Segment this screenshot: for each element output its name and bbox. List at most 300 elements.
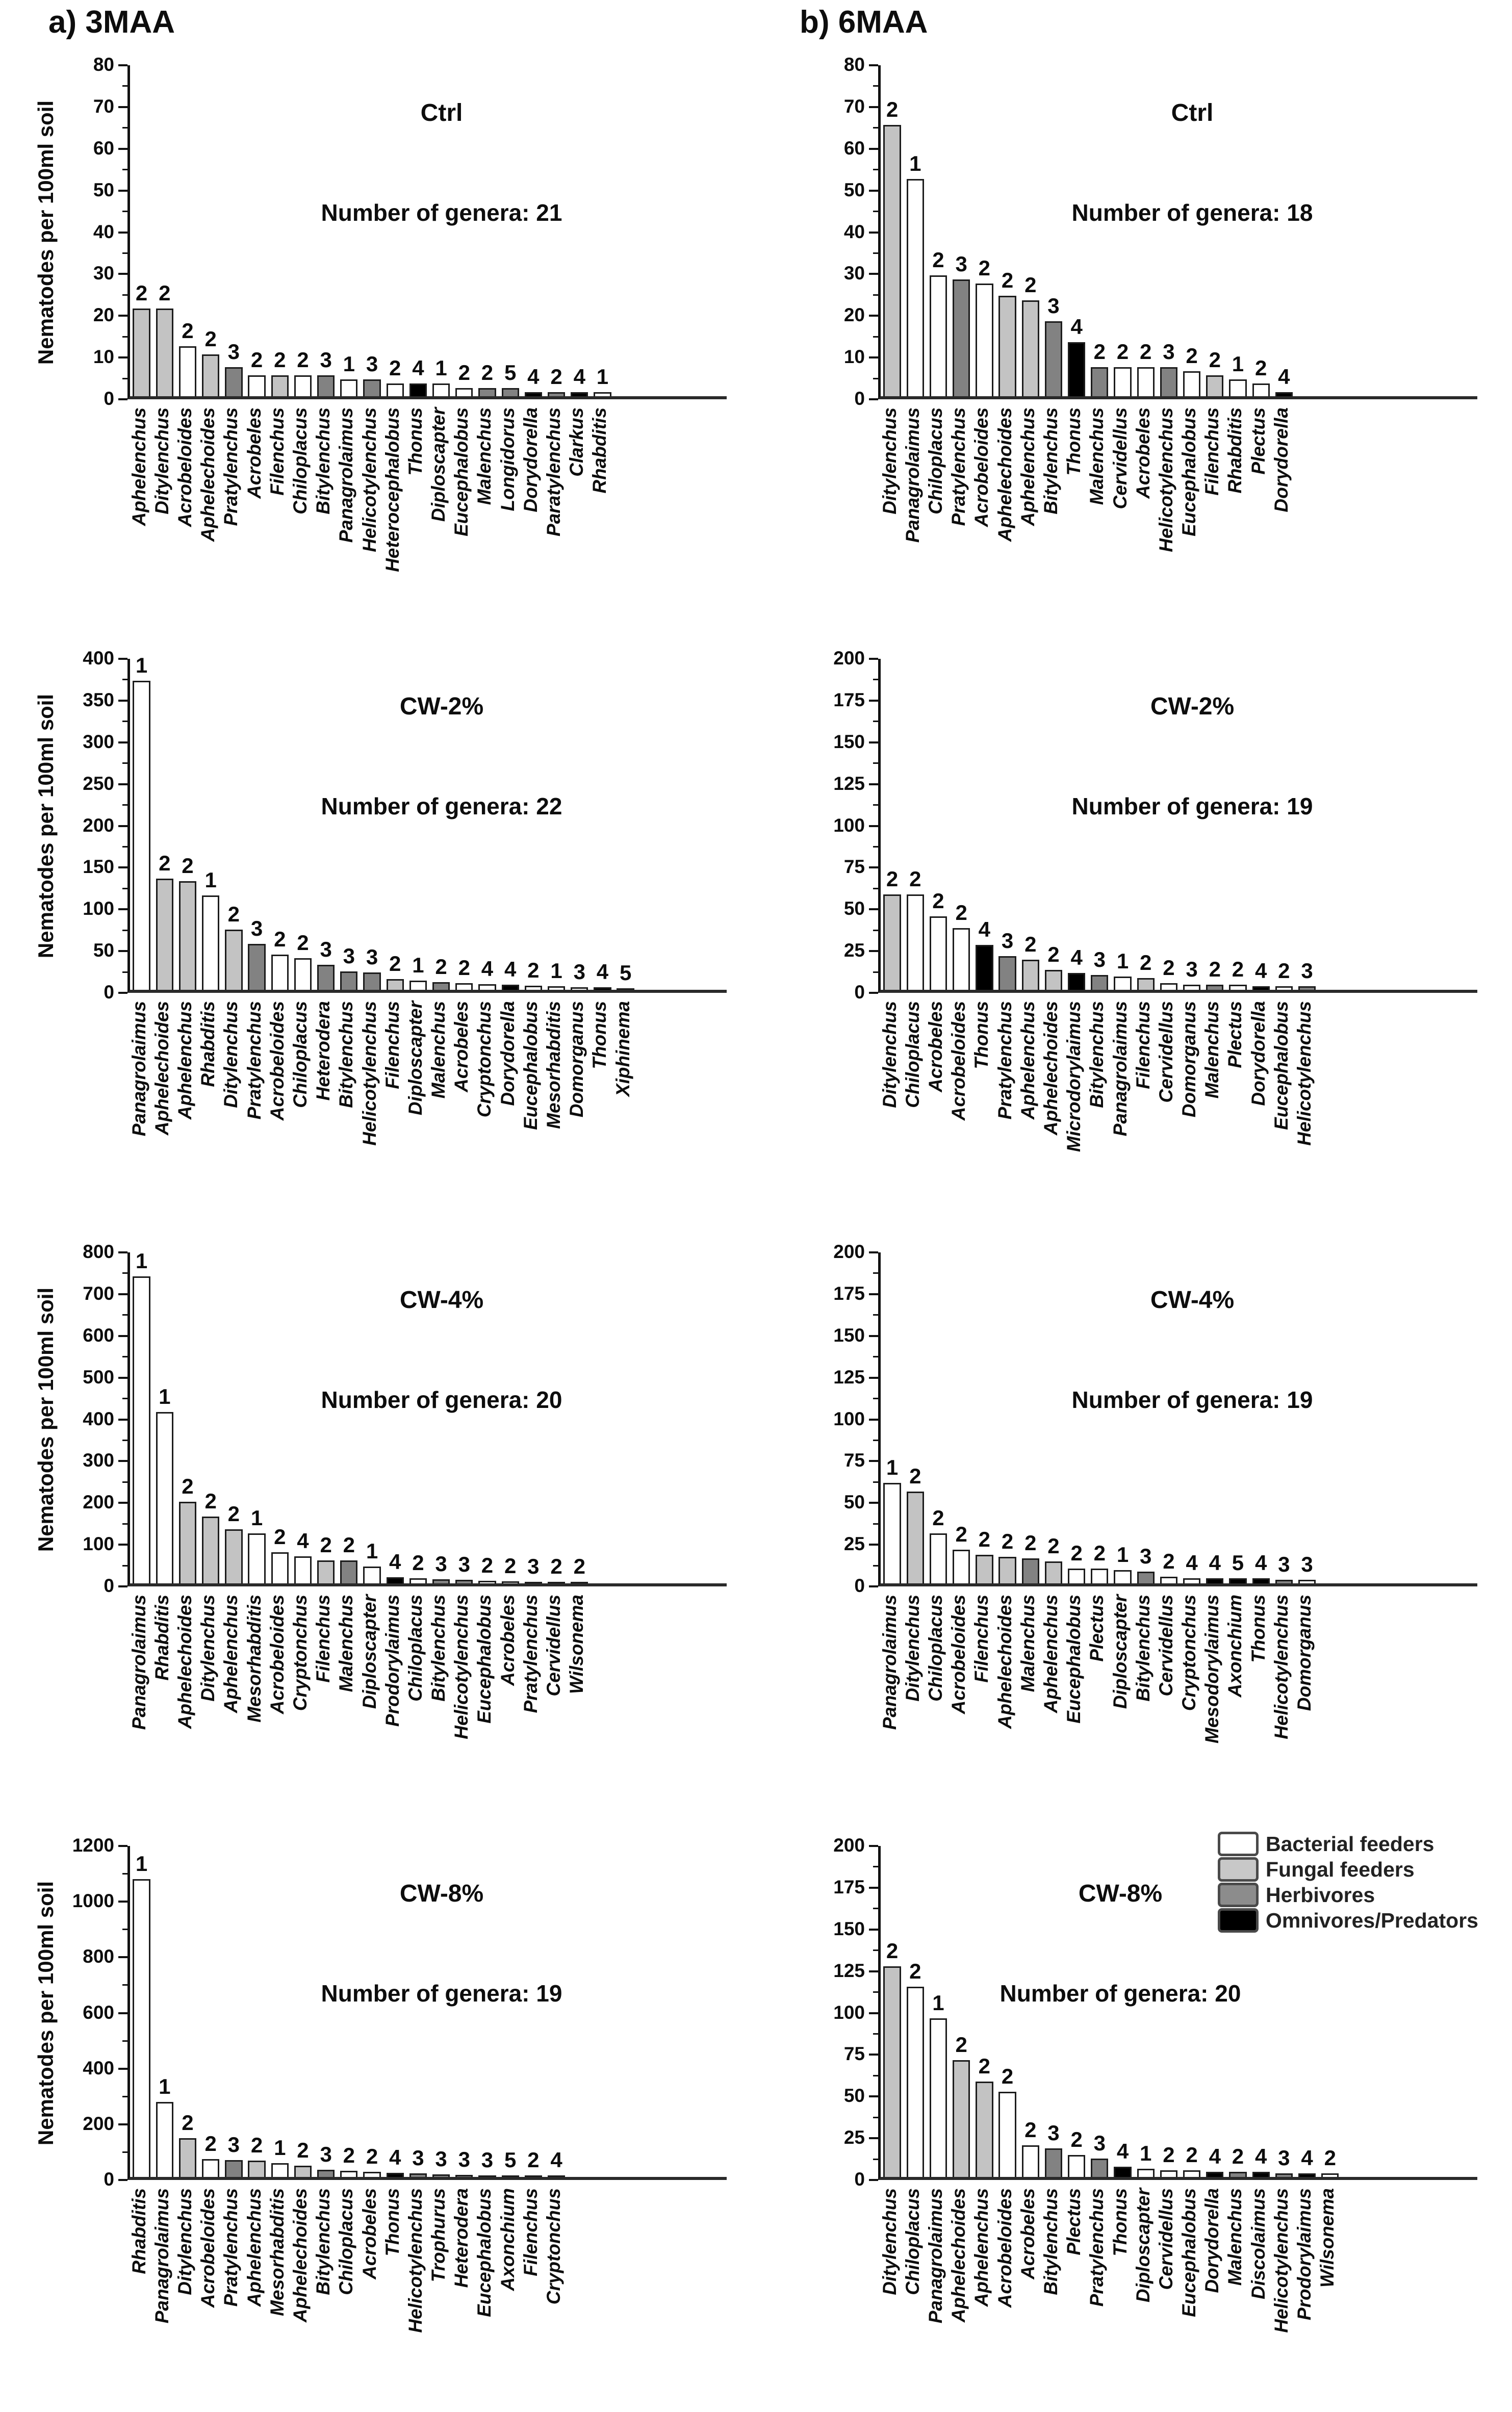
bar-panagrolaimus (133, 681, 150, 990)
x-label-cervidellus: Cervidellus (1155, 2188, 1176, 2290)
bar-chiloplacus (409, 1578, 427, 1583)
minor-tick (873, 169, 878, 170)
y-tick-label: 100 (833, 814, 865, 836)
x-label-thonus: Thonus (589, 1001, 610, 1069)
x-label-chiloplacus: Chiloplacus (336, 2188, 357, 2295)
x-label-microdorylaimus: Microdorylaimus (1063, 1001, 1085, 1152)
bar-pratylenchus (248, 944, 265, 990)
cp-value-dorydorella: 4 (1278, 365, 1290, 389)
x-label-dorydorella: Dorydorella (1270, 407, 1292, 512)
y-tick-label: 50 (843, 179, 865, 200)
bar-cervidellus (1114, 367, 1131, 396)
x-label-aphelechoides: Aphelechoides (197, 407, 219, 542)
cp-value-xiphinema: 5 (619, 961, 632, 985)
bar-helicotylenchus (1298, 986, 1316, 990)
x-label-plectus: Plectus (1247, 407, 1269, 475)
x-label-acrobeloides: Acrobeloides (948, 1001, 969, 1121)
cp-value-cervidellus: 2 (1163, 956, 1175, 980)
bar-panagrolaimus (133, 1276, 150, 1583)
bar-acrobeles (1137, 367, 1155, 396)
x-label-thonus: Thonus (1063, 407, 1085, 476)
y-tick-label: 125 (833, 1366, 865, 1388)
major-tick (118, 1419, 127, 1421)
minor-tick (122, 721, 127, 722)
major-tick (118, 64, 127, 66)
bar-helicotylenchus (1275, 1580, 1293, 1583)
plot-area (83, 648, 727, 1003)
x-label-aphelechoides: Aphelechoides (1040, 1001, 1061, 1136)
minor-tick (873, 930, 878, 931)
cp-value-diploscapter: 1 (412, 953, 424, 977)
minor-tick (122, 888, 127, 889)
bar-domorganus (571, 987, 588, 990)
bar-aphelenchus (1022, 300, 1039, 396)
major-tick (118, 741, 127, 743)
minor-tick (122, 1565, 127, 1567)
x-label-eucephalobus: Eucephalobus (451, 407, 472, 536)
cp-value-longidorus: 5 (504, 361, 517, 384)
bar-diploscapter (432, 383, 450, 396)
minor-tick (122, 85, 127, 87)
x-label-aphelenchus: Aphelenchus (1040, 1595, 1061, 1713)
y-axis-title: Nematodes per 100ml soil (34, 1287, 58, 1552)
x-label-pratylenchus: Pratylenchus (948, 407, 969, 526)
cp-value-bitylenchus: 3 (343, 944, 355, 968)
cp-value-clarkus: 4 (573, 365, 585, 389)
x-label-diploscapter: Diploscapter (404, 1001, 426, 1116)
cp-value-plectus: 2 (1254, 356, 1267, 380)
cp-value-pratylenchus: 3 (955, 252, 967, 276)
minor-tick (873, 2117, 878, 2118)
cp-value-panagrolaimus: 1 (135, 653, 148, 677)
x-label-acrobeloides: Acrobeloides (971, 407, 992, 527)
major-tick (869, 783, 878, 785)
cp-value-bitylenchus: 3 (1140, 1544, 1152, 1568)
major-tick (869, 190, 878, 192)
cp-value-panagrolaimus: 1 (343, 352, 355, 376)
x-label-clarkus: Clarkus (566, 407, 587, 477)
y-tick-label: 80 (843, 54, 865, 75)
cp-value-heterodera: 3 (458, 2147, 470, 2171)
minor-tick (122, 762, 127, 764)
legend-label: Herbivores (1266, 1883, 1375, 1907)
major-tick (869, 1419, 878, 1421)
chart-b-cw-4- (781, 1227, 1495, 1818)
x-label-acrobeles: Acrobeles (1132, 407, 1154, 499)
minor-tick (122, 169, 127, 170)
cp-value-helicotylenchus: 3 (366, 352, 378, 376)
bar-rhabditis (202, 895, 219, 990)
x-label-helicotylenchus: Helicotylenchus (1270, 1595, 1292, 1739)
bar-diploscapter (363, 1567, 380, 1583)
bar-cryptonchus (294, 1556, 312, 1583)
y-tick-label: 175 (833, 1876, 865, 1897)
chart-title: CW-4% (1150, 1287, 1235, 1314)
cp-value-axonchium: 5 (1232, 1551, 1244, 1575)
x-label-panagrolaimus: Panagrolaimus (336, 407, 357, 543)
bar-thonus (387, 2173, 404, 2177)
bar-dorydorella (525, 392, 542, 396)
x-label-ditylenchus: Ditylenchus (902, 1595, 923, 1702)
minor-tick (122, 971, 127, 973)
minor-tick (873, 211, 878, 212)
x-label-malenchus: Malenchus (1201, 1001, 1223, 1099)
y-axis-title: Nematodes per 100ml soil (34, 1881, 58, 2145)
bar-malenchus (340, 1560, 357, 1583)
cp-value-pratylenchus: 3 (227, 2133, 240, 2157)
cp-value-eucephalobus: 2 (1186, 344, 1198, 368)
cp-value-panagrolaimus: 1 (909, 151, 921, 175)
major-tick (118, 1335, 127, 1337)
major-tick (869, 1377, 878, 1379)
bar-aphelechoides (294, 2166, 312, 2177)
bar-filenchus (1137, 978, 1155, 990)
bar-dorydorella (502, 985, 519, 990)
minor-tick (873, 679, 878, 680)
cp-value-pratylenchus: 3 (1001, 929, 1014, 953)
minor-tick (873, 1991, 878, 1993)
y-tick-label: 800 (83, 1241, 114, 1262)
x-label-filenchus: Filenchus (1132, 1001, 1154, 1089)
x-label-helicotylenchus: Helicotylenchus (1270, 2188, 1292, 2333)
cp-value-chiloplacus: 2 (909, 867, 921, 891)
bar-axonchium (502, 2175, 519, 2177)
cp-value-cryptonchus: 4 (297, 1529, 309, 1553)
bar-helicotylenchus (1160, 367, 1177, 396)
cp-value-acrobeloides: 2 (978, 256, 991, 280)
x-label-acrobeloides: Acrobeloides (266, 1595, 288, 1714)
x-label-acrobeles: Acrobeles (243, 407, 265, 499)
bar-eucephalobus (525, 986, 542, 990)
cp-value-aphelechoides: 2 (1047, 942, 1060, 966)
x-label-chiloplacus: Chiloplacus (289, 1001, 311, 1108)
bar-chiloplacus (294, 375, 312, 396)
cp-value-aphelechoides: 2 (159, 851, 171, 875)
bar-panagrolaimus (1114, 977, 1131, 990)
x-label-acrobeloides: Acrobeloides (174, 407, 195, 527)
major-tick (118, 1502, 127, 1504)
x-label-aphelenchus: Aphelenchus (243, 2188, 265, 2307)
minor-tick (873, 85, 878, 87)
x-label-cryptonchus: Cryptonchus (289, 1595, 311, 1711)
x-label-eucephalobus: Eucephalobus (474, 2188, 495, 2317)
cp-value-aphelechoides: 2 (204, 327, 217, 351)
cp-value-cryptonchus: 4 (550, 2148, 562, 2172)
y-tick-label: 300 (83, 1450, 114, 1471)
bar-cervidellus (1160, 983, 1177, 990)
major-tick (118, 2012, 127, 2014)
cp-value-helicotylenchus: 3 (1163, 340, 1175, 364)
y-tick-label: 25 (843, 2127, 865, 2148)
minor-tick (873, 378, 878, 379)
major-tick (869, 2095, 878, 2097)
bar-dorydorella (1275, 392, 1293, 396)
x-label-ditylenchus: Ditylenchus (879, 2188, 900, 2295)
cp-value-domorganus: 3 (573, 960, 585, 984)
cp-value-aphelechoides: 2 (955, 2033, 967, 2057)
x-label-malenchus: Malenchus (1224, 2188, 1246, 2286)
bar-acrobeloides (202, 2159, 219, 2177)
x-label-chiloplacus: Chiloplacus (404, 1595, 426, 1702)
major-tick (118, 783, 127, 785)
minor-tick (873, 252, 878, 254)
chart-a-cw-8- (31, 1820, 745, 2412)
major-tick (118, 1377, 127, 1379)
y-tick-label: 50 (93, 940, 114, 961)
y-tick-label: 800 (83, 1946, 114, 1967)
cp-value-cervidellus: 2 (1163, 2143, 1175, 2167)
major-tick (118, 908, 127, 910)
minor-tick (122, 211, 127, 212)
chart-b-ctrl (781, 40, 1495, 631)
cp-value-filenchus: 2 (1209, 348, 1221, 372)
bar-plectus (1252, 383, 1270, 396)
bar-domorganus (1183, 985, 1200, 990)
x-label-bitylenchus: Bitylenchus (313, 2188, 334, 2295)
minor-tick (873, 804, 878, 806)
cp-value-eucephalobus: 2 (481, 1553, 494, 1577)
minor-tick (122, 1873, 127, 1875)
bar-malenchus (478, 388, 496, 396)
x-label-chiloplacus: Chiloplacus (902, 2188, 923, 2295)
x-label-filenchus: Filenchus (520, 2188, 541, 2276)
cp-value-ditylenchus: 2 (227, 902, 240, 926)
fungal-feeders-swatch-icon (1218, 1857, 1259, 1882)
cp-value-paratylenchus: 2 (550, 365, 562, 389)
minor-tick (122, 294, 127, 296)
bar-bitylenchus (317, 375, 335, 396)
x-label-aphelenchus: Aphelenchus (220, 1595, 242, 1713)
x-label-eucephalobus: Eucephalobus (1178, 2188, 1200, 2317)
plot-area (843, 54, 1477, 409)
x-label-cervidellus: Cervidellus (1155, 1595, 1176, 1697)
cp-value-aphelenchus: 2 (250, 2133, 263, 2157)
major-tick (118, 1956, 127, 1958)
major-tick (118, 992, 127, 994)
legend-label: Fungal feeders (1266, 1857, 1415, 1881)
cp-value-domorganus: 3 (1301, 1552, 1313, 1576)
cp-value-helicotylenchus: 3 (1278, 1552, 1290, 1576)
bar-acrobeles (455, 983, 473, 990)
x-label-ditylenchus: Ditylenchus (174, 2188, 195, 2295)
chart-title: Ctrl (1171, 99, 1214, 126)
cp-value-acrobeloides: 2 (204, 2132, 217, 2156)
x-label-aphelenchus: Aphelenchus (971, 2188, 992, 2307)
x-label-paratylenchus: Paratylenchus (543, 407, 565, 536)
bar-eucephalobus (1275, 986, 1293, 990)
cp-value-cryptonchus: 4 (481, 957, 494, 981)
major-tick (869, 315, 878, 317)
cp-value-panagrolaimus: 1 (886, 1455, 899, 1479)
bar-pratylenchus (998, 956, 1016, 990)
major-tick (118, 356, 127, 358)
major-tick (869, 658, 878, 660)
bar-xiphinema (617, 988, 634, 990)
cp-value-thonus: 4 (978, 917, 991, 941)
minor-tick (873, 127, 878, 129)
cp-value-helicotylenchus: 3 (366, 945, 378, 969)
cp-value-ditylenchus: 2 (886, 867, 899, 891)
x-label-pratylenchus: Pratylenchus (520, 1595, 541, 1713)
panel-b-header: b) 6MAA (800, 5, 928, 40)
bar-rhabditis (133, 1879, 150, 2177)
bar-chiloplacus (930, 275, 947, 396)
cp-value-panagrolaimus: 1 (159, 2074, 171, 2098)
cp-value-rhabditis: 1 (204, 868, 217, 892)
cp-value-aphelenchus: 2 (978, 2054, 991, 2078)
y-tick-label: 150 (83, 856, 114, 878)
minor-tick (873, 2033, 878, 2035)
cp-value-acrobeloides: 2 (274, 1525, 286, 1549)
y-tick-label: 500 (83, 1366, 114, 1388)
y-tick-label: 0 (854, 1575, 865, 1596)
bar-heterocephalobus (387, 383, 404, 396)
bar-pratylenchus (225, 2160, 242, 2177)
cp-value-wilsonema: 2 (1324, 2146, 1336, 2170)
x-label-pratylenchus: Pratylenchus (220, 407, 242, 526)
cp-value-acrobeles: 2 (1024, 2118, 1037, 2142)
cp-value-filenchus: 2 (389, 952, 401, 976)
bar-prodorylaimus (1298, 2173, 1316, 2177)
major-tick (869, 825, 878, 827)
cp-value-heterodera: 3 (320, 937, 332, 961)
bar-panagrolaimus (883, 1483, 901, 1583)
x-label-malenchus: Malenchus (336, 1595, 357, 1692)
minor-tick (873, 1398, 878, 1399)
bar-cryptonchus (1183, 1578, 1200, 1583)
bar-thonus (976, 945, 993, 990)
cp-value-cervidellus: 2 (1116, 340, 1129, 364)
bar-bitylenchus (317, 2170, 335, 2177)
x-label-prodorylaimus: Prodorylaimus (1294, 2188, 1315, 2321)
feeding-group-legend (1218, 1832, 1478, 1934)
major-tick (118, 700, 127, 702)
x-label-cryptonchus: Cryptonchus (474, 1001, 495, 1118)
cp-value-diploscapter: 1 (1140, 2141, 1152, 2165)
bar-diploscapter (1114, 1570, 1131, 1583)
bar-chiloplacus (907, 1987, 924, 2177)
x-label-eucephalobus: Eucephalobus (1063, 1595, 1085, 1724)
y-tick-label: 0 (854, 2169, 865, 2190)
x-label-pratylenchus: Pratylenchus (220, 2188, 242, 2307)
minor-tick (122, 1929, 127, 1930)
x-label-helicotylenchus: Helicotylenchus (358, 407, 380, 552)
x-label-pratylenchus: Pratylenchus (1086, 2188, 1108, 2307)
bar-mesodorylaimus (1206, 1578, 1223, 1583)
x-label-aphelechoides: Aphelechoides (948, 2188, 969, 2323)
x-label-bitylenchus: Bitylenchus (313, 407, 334, 515)
x-label-chiloplacus: Chiloplacus (902, 1001, 923, 1108)
bar-cervidellus (1160, 1577, 1177, 1583)
y-tick-label: 30 (843, 263, 865, 284)
bar-longidorus (502, 388, 519, 396)
bar-plectus (1091, 1569, 1108, 1583)
major-tick (869, 700, 878, 702)
plot-area (833, 648, 1477, 1003)
bar-bitylenchus (1091, 975, 1108, 990)
bar-ditylenchus (156, 309, 173, 396)
y-tick-label: 200 (833, 648, 865, 669)
minor-tick (873, 1481, 878, 1483)
bar-mesorhabditis (248, 1533, 265, 1583)
x-label-rhabditis: Rhabditis (151, 1595, 172, 1681)
minor-tick (873, 294, 878, 296)
major-tick (118, 106, 127, 108)
bar-aphelechoides (1045, 970, 1062, 990)
bar-prodorylaimus (387, 1577, 404, 1583)
cp-value-thonus: 4 (389, 2145, 401, 2169)
chart-title: CW-8% (399, 1880, 484, 1907)
cp-value-acrobeles: 2 (504, 1554, 517, 1578)
bar-pratylenchus (953, 279, 970, 396)
x-label-cervidellus: Cervidellus (1109, 407, 1131, 509)
cp-value-ditylenchus: 2 (159, 281, 171, 305)
cp-value-cervidellus: 2 (1163, 1549, 1175, 1573)
bar-rhabditis (594, 392, 611, 396)
cp-value-mesodorylaimus: 4 (1209, 1551, 1221, 1575)
y-tick-label: 300 (83, 731, 114, 752)
x-label-bitylenchus: Bitylenchus (428, 1595, 449, 1702)
major-tick (869, 106, 878, 108)
x-label-ditylenchus: Ditylenchus (220, 1001, 242, 1108)
cp-value-aphelenchus: 2 (1047, 1534, 1060, 1558)
bar-cervidellus (1160, 2170, 1177, 2177)
x-label-plectus: Plectus (1063, 2188, 1085, 2255)
cp-value-panagrolaimus: 1 (135, 1249, 148, 1273)
cp-value-rhabditis: 1 (159, 1384, 171, 1408)
x-label-eucephalobus: Eucephalobus (1270, 1001, 1292, 1130)
bar-filenchus (525, 2175, 542, 2177)
bar-bitylenchus (1137, 1572, 1155, 1583)
bar-acrobeloides (271, 1552, 289, 1583)
major-tick (118, 825, 127, 827)
minor-tick (873, 1866, 878, 1867)
bar-wilsonema (1321, 2173, 1339, 2177)
y-tick-label: 20 (843, 304, 865, 326)
bar-aphelenchus (248, 2161, 265, 2177)
x-label-thonus: Thonus (404, 407, 426, 476)
cp-value-acrobeloides: 2 (955, 901, 967, 925)
cp-value-acrobeloides: 2 (274, 927, 286, 951)
cp-value-cryptonchus: 4 (1186, 1551, 1198, 1575)
plot-area (93, 54, 727, 409)
cp-value-dorydorella: 4 (1254, 959, 1267, 983)
cp-value-aphelenchus: 2 (1024, 273, 1037, 297)
bar-pratylenchus (525, 1582, 542, 1583)
bar-bitylenchus (432, 1579, 450, 1583)
major-tick (869, 2012, 878, 2014)
x-label-plectus: Plectus (1086, 1595, 1108, 1662)
bar-chiloplacus (294, 958, 312, 990)
x-label-xiphinema: Xiphinema (612, 1001, 633, 1097)
cp-value-bitylenchus: 3 (320, 348, 332, 372)
major-tick (869, 273, 878, 275)
x-label-diploscapter: Diploscapter (1109, 1595, 1131, 1709)
y-tick-label: 0 (854, 388, 865, 409)
x-label-acrobeloides: Acrobeloides (197, 2188, 219, 2308)
cp-value-mesorhabditis: 1 (550, 959, 562, 983)
bar-acrobeloides (179, 346, 196, 396)
major-tick (118, 2179, 127, 2181)
bar-chiloplacus (340, 2171, 357, 2177)
cp-value-chiloplacus: 2 (932, 248, 944, 272)
cp-value-aphelechoides: 2 (182, 1474, 194, 1498)
y-tick-label: 75 (843, 1450, 865, 1471)
bar-acrobeles (363, 2172, 380, 2177)
major-tick (118, 1460, 127, 1462)
cp-value-rhabditis: 1 (135, 1852, 148, 1876)
cp-value-acrobeloides: 2 (955, 1522, 967, 1546)
